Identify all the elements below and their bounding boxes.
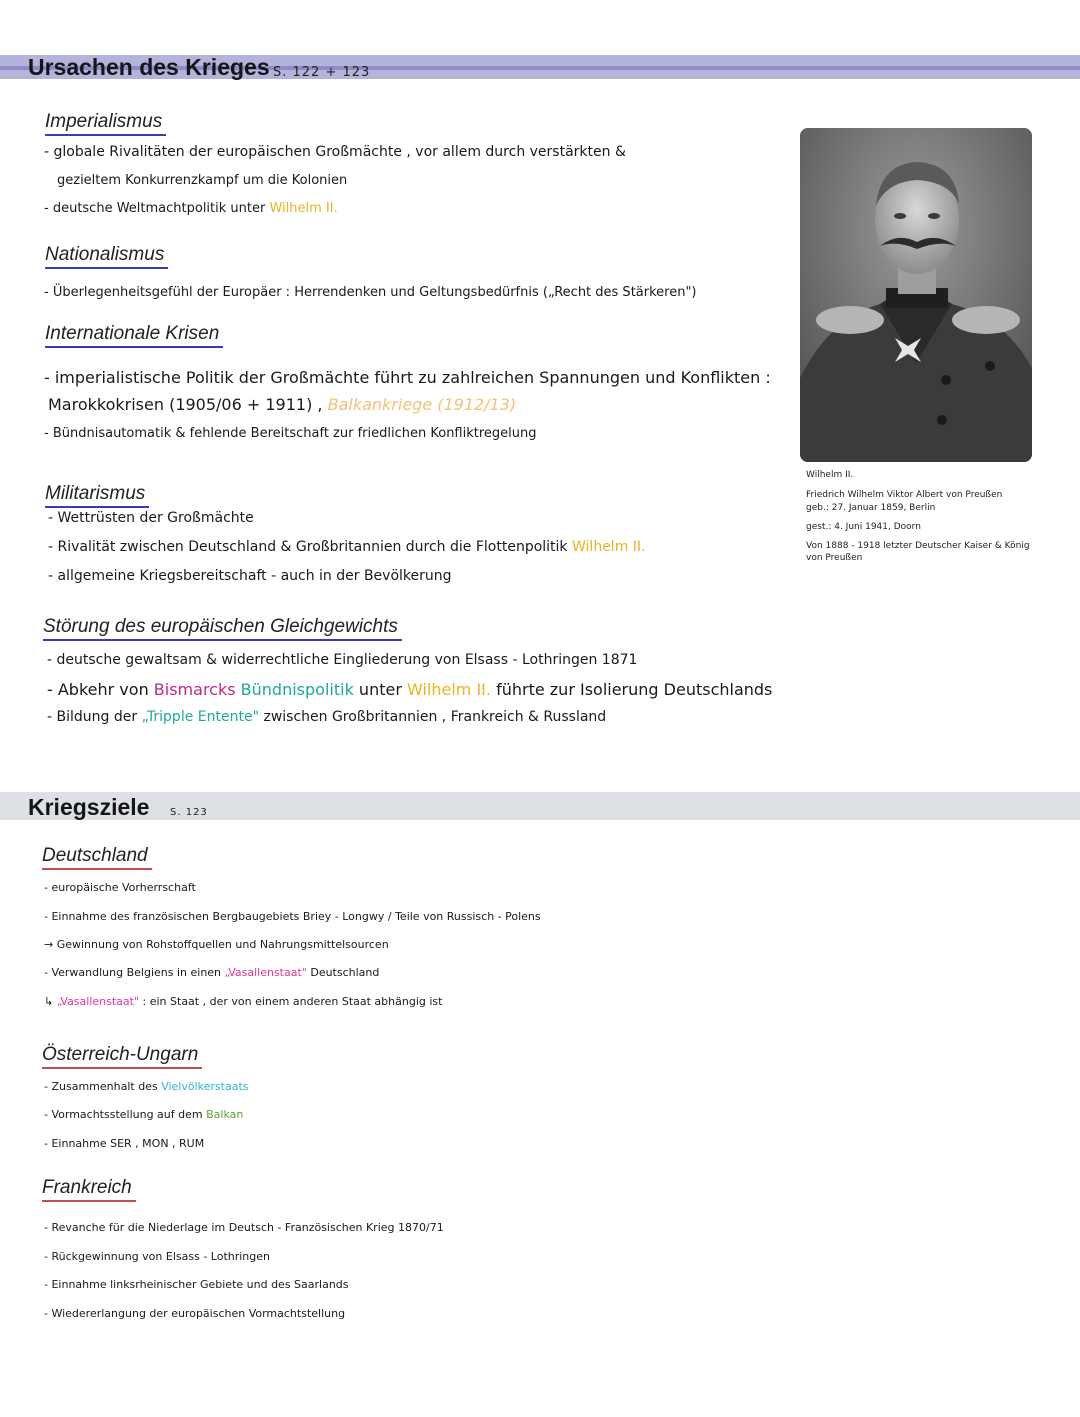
- note-line: - Rivalität zwischen Deutschland & Großbritannien durch die Flottenpolitik Wilhelm II.: [48, 539, 646, 555]
- note-line: - Rückgewinnung von Elsass - Lothringen: [44, 1250, 271, 1263]
- subheading-internationale-krisen: Internationale Krisen: [45, 323, 223, 348]
- highlight-vasallenstaat: „Vasallenstaat": [56, 995, 140, 1008]
- section-header-band: [0, 792, 1080, 820]
- note-line: - Wettrüsten der Großmächte: [48, 510, 254, 526]
- section-title-ursachen: Ursachen des Krieges: [28, 54, 270, 80]
- subheading-nationalismus: Nationalismus: [45, 244, 168, 269]
- note-line: - Wiedererlangung der europäischen Vormachtstellung: [44, 1307, 346, 1320]
- page-reference: S. 123: [170, 807, 208, 818]
- note-line: - deutsche Weltmachtpolitik unter Wilhelm II.: [44, 201, 338, 216]
- note-line: - Bildung der „Tripple Entente" zwischen Großbritannien , Frankreich & Russland: [47, 709, 607, 725]
- portrait-photo: [800, 128, 1032, 462]
- note-line: - globale Rivalitäten der europäischen Großmächte , vor allem durch verstärkten &: [44, 144, 626, 160]
- page-reference: S. 122 + 123: [273, 65, 371, 80]
- note-line: ↳ „Vasallenstaat" : ein Staat , der von einem anderen Staat abhängig ist: [44, 995, 443, 1008]
- portrait-caption-line: geb.: 27. Januar 1859, Berlin: [806, 503, 936, 513]
- subheading-militarismus: Militarismus: [45, 483, 149, 508]
- highlight-vielvoelkerstaats: Vielvölkerstaats: [161, 1080, 249, 1093]
- subheading-imperialismus: Imperialismus: [45, 111, 166, 136]
- note-line: - deutsche gewaltsam & widerrechtliche Eingliederung von Elsass - Lothringen 1871: [47, 652, 638, 668]
- subheading-oesterreich-ungarn: Österreich-Ungarn: [42, 1044, 202, 1069]
- highlight-balkankriege: Balkankriege (1912/13): [327, 395, 517, 414]
- note-line: - Zusammenhalt des Vielvölkerstaats: [44, 1080, 249, 1093]
- subheading-frankreich: Frankreich: [42, 1177, 136, 1202]
- subheading-gleichgewicht: Störung des europäischen Gleichgewichts: [43, 616, 402, 641]
- subheading-deutschland: Deutschland: [42, 845, 152, 870]
- note-line: - Verwandlung Belgiens in einen „Vasallenstaat" Deutschland: [44, 966, 380, 979]
- note-line: - Überlegenheitsgefühl der Europäer : Herrendenken und Geltungsbedürfnis („Recht des Stärkeren"): [44, 285, 697, 300]
- highlight-bismarcks: Bismarcks: [153, 680, 236, 699]
- highlight-wilhelm: Wilhelm II.: [572, 539, 646, 555]
- portrait-caption-line: Friedrich Wilhelm Viktor Albert von Preußen: [806, 490, 1003, 500]
- highlight-tripple-entente: „Tripple Entente": [141, 709, 260, 725]
- note-line: - Bündnisautomatik & fehlende Bereitschaft zur friedlichen Konfliktregelung: [44, 426, 537, 441]
- note-line: - europäische Vorherrschaft: [44, 881, 196, 894]
- note-line: - Einnahme SER , MON , RUM: [44, 1137, 205, 1150]
- note-line: - imperialistische Politik der Großmächte führt zu zahlreichen Spannungen und Konflikten :: [44, 368, 771, 387]
- note-line: - Revanche für die Niederlage im Deutsch - Französischen Krieg 1870/71: [44, 1221, 444, 1234]
- note-line: - Vormachtsstellung auf dem Balkan: [44, 1108, 244, 1121]
- note-line: Marokkokrisen (1905/06 + 1911) , Balkankriege (1912/13): [48, 395, 517, 414]
- note-line: - Abkehr von Bismarcks Bündnispolitik unter Wilhelm II. führte zur Isolierung Deutschlands: [47, 680, 773, 699]
- portrait-illustration: [800, 128, 1032, 462]
- note-line: → Gewinnung von Rohstoffquellen und Nahrungsmittelsourcen: [44, 938, 389, 951]
- note-line: - allgemeine Kriegsbereitschaft - auch in der Bevölkerung: [48, 568, 452, 584]
- highlight-vasallenstaat: „Vasallenstaat": [224, 966, 307, 979]
- highlight-buendnispolitik: Bündnispolitik: [240, 680, 354, 699]
- note-line: gezieltem Konkurrenzkampf um die Kolonien: [57, 173, 348, 188]
- portrait-caption-line: gest.: 4. Juni 1941, Doorn: [806, 522, 921, 532]
- note-line: - Einnahme linksrheinischer Gebiete und des Saarlands: [44, 1278, 349, 1291]
- highlight-wilhelm: Wilhelm II.: [407, 680, 491, 699]
- highlight-balkan: Balkan: [206, 1108, 244, 1121]
- portrait-caption-line: Von 1888 - 1918 letzter Deutscher Kaiser & König: [806, 541, 1030, 551]
- highlight-wilhelm: Wilhelm II.: [269, 201, 338, 216]
- portrait-caption-title: Wilhelm II.: [806, 470, 854, 480]
- note-line: - Einnahme des französischen Bergbaugebiets Briey - Longwy / Teile von Russisch - Polens: [44, 910, 541, 923]
- section-title-kriegsziele: Kriegsziele: [28, 794, 150, 820]
- portrait-caption-line: von Preußen: [806, 553, 863, 563]
